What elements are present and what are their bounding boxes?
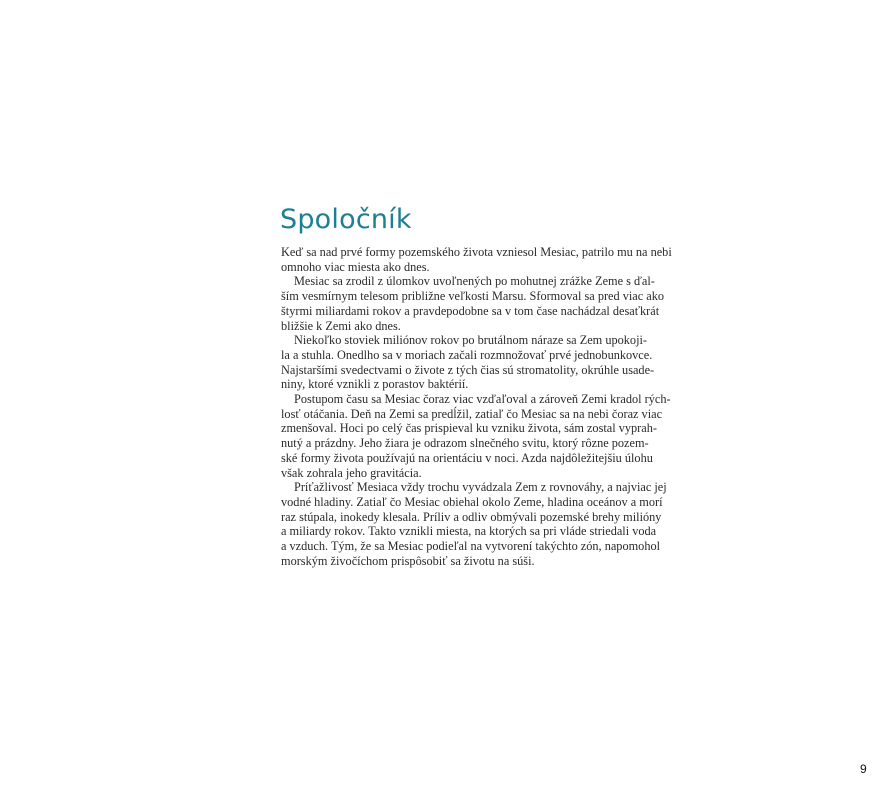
text-line: Najstaršími svedectvami o živote z tých čias sú stromatolity, okrúhle usade- [281,362,655,377]
text-line: ské formy života používajú na orientáciu v noci. Azda najdôležitejšiu úlohu [281,450,653,465]
text-line: však zohrala jeho gravitácia. [281,465,422,480]
text-line: Príťažlivosť Mesiaca vždy trochu vyvádzala Zem z rovnováhy, a najviac jej [294,480,667,495]
text-line: niny, ktoré vznikli z porastov baktérií. [281,377,469,392]
chapter-title: Spoločník [280,204,412,235]
paragraph [281,392,671,480]
text-line: nutý a prázdny. Jeho žiara je odrazom slnečného svitu, ktorý rôzne pozem- [281,436,649,451]
paragraph [281,333,655,392]
text-line: la a stuhla. Onedlho sa v moriach začali rozmnožovať prvé jednobunkovce. [281,347,653,362]
text-line: Postupom času sa Mesiac čoraz viac vzďaľoval a zároveň Zemi kradol rých- [294,392,671,407]
text-line: morským živočíchom prispôsobiť sa životu na súši. [281,553,535,568]
text-line: omnoho viac miesta ako dnes. [281,259,430,274]
text-line: Keď sa nad prvé formy pozemského života vzniesol Mesiac, patrilo mu na nebi [281,245,672,259]
text-line: Mesiac sa zrodil z úlomkov uvoľnených po mohutnej zrážke Zeme s ďal- [294,274,655,289]
text-line: losť otáčania. Deň na Zemi sa predĺžil, zatiaľ čo Mesiac sa na nebi čoraz viac [281,406,663,421]
text-line: a miliardy rokov. Takto vznikli miesta, na ktorých sa pri vláde striedali voda [281,524,657,539]
text-line: štyrmi miliardami rokov a pravdepodobne sa v tom čase nachádzal desaťkrát [281,303,660,318]
text-line: zmenšoval. Hoci po celý čas prispieval ku vzniku života, sám zostal vyprah- [281,421,657,436]
text-line: vodné hladiny. Zatiaľ čo Mesiac obiehal okolo Zeme, hladina oceánov a morí [281,494,663,509]
paragraph [281,480,667,568]
paragraph [281,245,672,274]
text-line: Niekoľko stoviek miliónov rokov po brutálnom náraze sa Zem upokoji- [294,333,647,348]
text-line: bližšie k Zemi ako dnes. [281,318,401,333]
text-line: a vzduch. Tým, že sa Mesiac podieľal na vytvorení takýchto zón, napomohol [281,539,661,554]
paragraph [281,274,665,333]
text-line: ším vesmírnym telesom približne veľkosti Marsu. Sformoval sa pred viac ako [281,289,665,304]
text-line: raz stúpala, inokedy klesala. Príliv a odliv obmývali pozemské brehy milióny [281,509,662,524]
page-number: 9 [860,762,867,776]
body-text [281,245,672,568]
